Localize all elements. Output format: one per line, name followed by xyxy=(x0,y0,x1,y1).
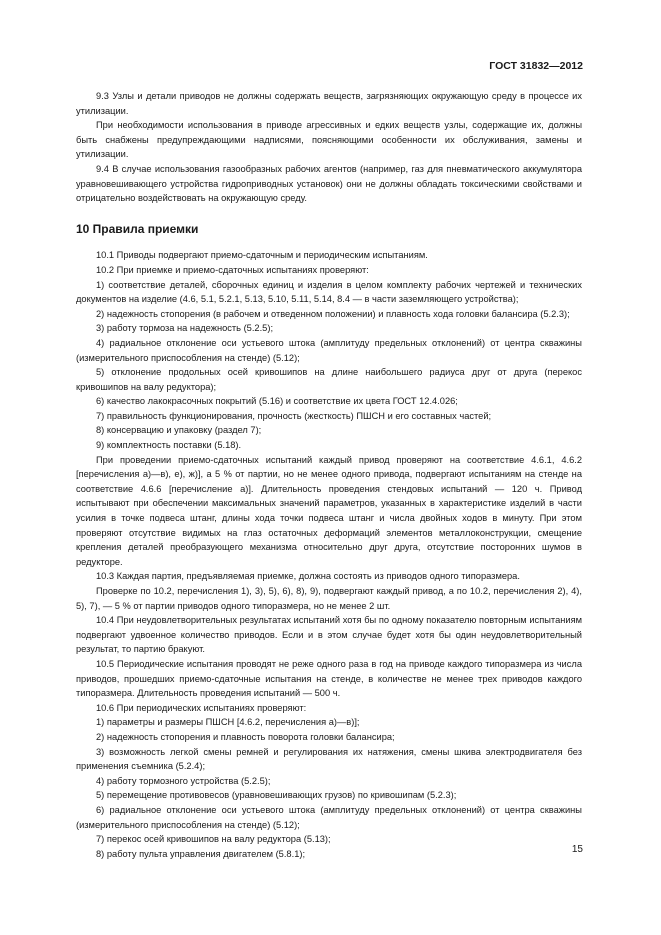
paragraph: 10.2 При приемке и приемо-сдаточных испытаниях проверяют: xyxy=(96,264,369,275)
paragraph: Проверке по 10.2, перечисления 1), 3), 5), 6), 8), 9), подвергают каждый привод, а по 10.2, перечисления 2), 4), 5), 7), — 5 % от партии приводов одного типоразмера, но не менее 2 шт. xyxy=(76,586,582,611)
list-item: 3) возможность легкой смены ремней и регулирования их натяжения, смены шкива электродвигателя без применения съемника (5.2.4); xyxy=(76,746,582,772)
paragraph: 10.5 Периодические испытания проводят не реже одного раза в год на приводе каждого типоразмера из числа приводов, прошедших приемо-сдаточные испытания на стенде, в количестве не менее трех приводов каждого типоразмера. Длительность проведения испытаний — 500 ч. xyxy=(76,658,582,699)
paragraph: При проведении приемо-сдаточных испытаний каждый привод проверяют на соответствие 4.6.1, 4.6.2 [перечисления а)—в), е), ж)], а 5 % от партии, но не менее одного привода, подвергают испытаниям на стенде на соответствие 4.6.6 [перечисление а)]. Длительность проведения стендовых испытаний — 120 ч. Привод испытывают при обеспечении максимальных значений параметров, указанных в характеристике изделий в части усилия в точке подвеса штанг, длины хода точки подвеса штанг и числа двойных ходов в минуту. При этом проверяют отсутствие видимых на глаз остаточных деформаций элементов металлоконструкции, смещение крепления деталей преобразующего механизма относительно друг друга, отсутствие посторонних шумов в редукторе. xyxy=(76,454,582,567)
list-item: 7) правильность функционирования, прочность (жесткость) ПШСН и его составных частей; xyxy=(96,410,492,421)
paragraph: 10.3 Каждая партия, предъявляемая приемке, должна состоять из приводов одного типоразмера. xyxy=(96,571,520,582)
list-item: 4) радиальное отклонение оси устьевого штока (амплитуду предельных отклонений) от центра скважины (измерительного приспособления на стенде) (5.12); xyxy=(76,337,582,363)
paragraph: 10.6 При периодических испытаниях проверяют: xyxy=(96,702,307,713)
list-item: 2) надежность стопорения (в рабочем и отведенном положении) и плавность хода головки балансира (5.2.3); xyxy=(96,308,570,319)
page-body xyxy=(76,89,582,861)
list-item: 3) работу тормоза на надежность (5.2.5); xyxy=(96,323,274,334)
list-item: 9) комплектность поставки (5.18). xyxy=(96,440,242,451)
section-title: 10 Правила приемки xyxy=(76,221,199,236)
list-item: 4) работу тормозного устройства (5.2.5); xyxy=(96,775,271,786)
page-number: 15 xyxy=(571,844,583,855)
list-item: 6) радиальное отклонение оси устьевого штока (амплитуду предельных отклонений) от центра скважины (измерительного приспособления на стенде) (5.12); xyxy=(76,804,582,830)
list-item: 6) качество лакокрасочных покрытий (5.16) и соответствие их цвета ГОСТ 12.4.026; xyxy=(96,396,458,407)
list-item: 5) отклонение продольных осей кривошипов на длине наибольшего радиуса друг от друга (перекос кривошипов на валу редуктора); xyxy=(76,367,582,392)
list-item: 8) работу пульта управления двигателем (5.8.1); xyxy=(96,848,306,859)
list-item: 7) перекос осей кривошипов на валу редуктора (5.13); xyxy=(96,834,331,845)
paragraph: При необходимости использования в приводе агрессивных и едких веществ узлы, содержащие их, должны быть снабжены предупреждающими надписями, поясняющими особенности их обслуживания, замены и утилизации. xyxy=(76,120,582,160)
list-item: 1) параметры и размеры ПШСН [4.6.2, перечисления а)—в)]; xyxy=(96,717,360,728)
list-item: 8) консервацию и упаковку (раздел 7); xyxy=(96,425,262,436)
paragraph: 10.4 При неудовлетворительных результатах испытаний хотя бы по одному показателю повторным испытаниям подвергают удвоенное количество приводов. Если и в этом случае будет хотя бы один неудовлетворительный результат, то партию бракуют. xyxy=(76,615,582,655)
list-item: 1) соответствие деталей, сборочных единиц и изделия в целом комплекту рабочих чертежей и технических документов на изделие (4.6, 5.1, 5.2.1, 5.13, 5.10, 5.11, 5.14, 8.4 — в части заземляющего устройства); xyxy=(76,279,582,305)
paragraph: 10.1 Приводы подвергают приемо-сдаточным и периодическим испытаниям. xyxy=(96,250,428,261)
paragraph: 9.4 В случае использования газообразных рабочих агентов (например, газ для пневматического аккумулятора уравновешивающего устройства гидроприводных установок) они не должны обладать токсическими свойствами и отрицательно воздействовать на окружающую среду. xyxy=(76,163,582,204)
list-item: 5) перемещение противовесов (уравновешивающих грузов) по кривошипам (5.2.3); xyxy=(96,790,457,801)
list-item: 2) надежность стопорения и плавность поворота головки балансира; xyxy=(96,731,395,742)
document-code-header: ГОСТ 31832—2012 xyxy=(489,60,583,72)
section-heading xyxy=(76,222,582,237)
paragraph: 9.3 Узлы и детали приводов не должны содержать веществ, загрязняющих окружающую среду в процессе их утилизации. xyxy=(76,91,582,116)
